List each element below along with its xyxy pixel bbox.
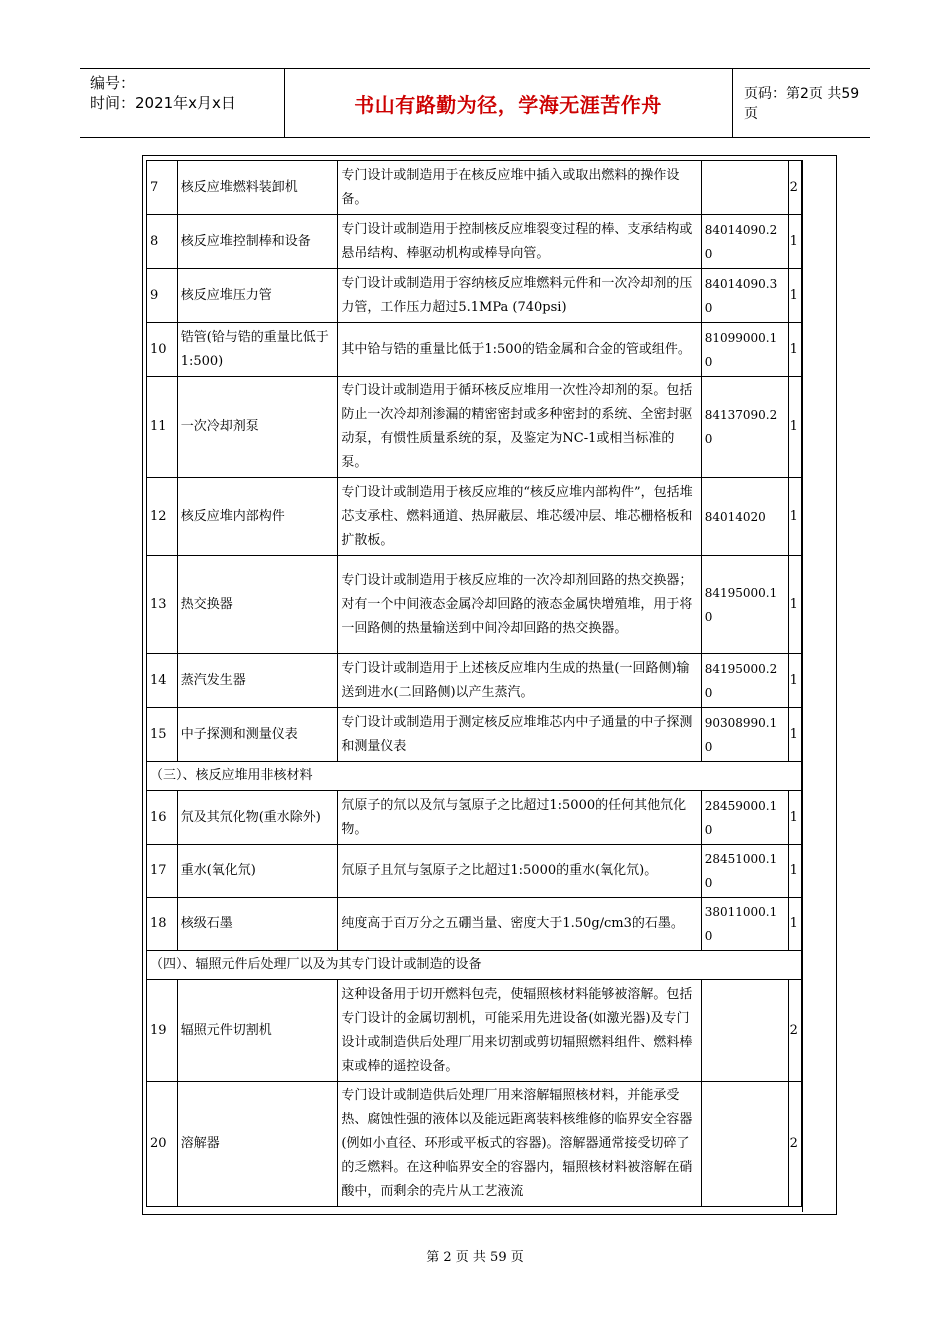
item-description: 专门设计或制造供后处理厂用来溶解辐照核材料，并能承受热、腐蚀性强的液体以及能远距离装料核维修的临界安全容器(例如小直径、环形或平板式的容器)。溶解器通常接受切碎了的乏燃料。在这种临界安全的容器内，辐照核材料被溶解在硝酸中，而剩余的壳片从工艺液流 bbox=[338, 1082, 701, 1207]
hs-code: 84014020 bbox=[701, 478, 788, 556]
header-meta bbox=[90, 73, 280, 113]
row-number: 7 bbox=[147, 161, 178, 215]
item-name: 辐照元件切割机 bbox=[177, 980, 338, 1082]
row-number: 19 bbox=[147, 980, 178, 1082]
item-description: 这种设备用于切开燃料包壳，使辐照核材料能够被溶解。包括专门设计的金属切割机，可能采用先进设备(如激光器)及专门设计或制造供后处理厂用来切割或剪切辐照燃料组件、燃料棒束或棒的遥控设备。 bbox=[338, 980, 701, 1082]
hs-code: 84014090.30 bbox=[701, 269, 788, 323]
row-number: 13 bbox=[147, 556, 178, 654]
item-description: 纯度高于百万分之五硼当量、密度大于1.50g/cm3的石墨。 bbox=[338, 898, 701, 951]
item-description: 专门设计或制造用于测定核反应堆堆芯内中子通量的中子探测和测量仪表 bbox=[338, 708, 701, 762]
item-description: 其中铪与锆的重量比低于1:500的锆金属和合金的管或组件。 bbox=[338, 323, 701, 377]
row-number: 8 bbox=[147, 215, 178, 269]
table-row bbox=[147, 161, 802, 215]
table-row bbox=[147, 898, 802, 951]
item-description: 专门设计或制造用于在核反应堆中插入或取出燃料的操作设备。 bbox=[338, 161, 701, 215]
section-row bbox=[147, 951, 802, 980]
row-number: 11 bbox=[147, 377, 178, 478]
item-name: 溶解器 bbox=[177, 1082, 338, 1207]
item-name: 中子探测和测量仪表 bbox=[177, 708, 338, 762]
header-page-info: 页码：第2页 共59页 bbox=[744, 86, 860, 122]
category: 1 bbox=[788, 898, 801, 951]
table-row bbox=[147, 478, 802, 556]
hs-code: 84195000.20 bbox=[701, 654, 788, 708]
item-name: 蒸汽发生器 bbox=[177, 654, 338, 708]
item-description: 专门设计或制造用于上述核反应堆内生成的热量(一回路侧)输送到进水(二回路侧)以产生蒸汽。 bbox=[338, 654, 701, 708]
page-footer: 第 2 页 共 59 页 bbox=[426, 1250, 524, 1265]
category: 1 bbox=[788, 845, 801, 898]
category: 2 bbox=[788, 980, 801, 1082]
table-row bbox=[147, 791, 802, 845]
section-row bbox=[147, 762, 802, 791]
table-row bbox=[147, 215, 802, 269]
table-row bbox=[147, 269, 802, 323]
number-label: 编号： bbox=[90, 74, 136, 92]
category: 1 bbox=[788, 708, 801, 762]
row-number: 9 bbox=[147, 269, 178, 323]
category: 1 bbox=[788, 323, 801, 377]
item-description: 专门设计或制造用于核反应堆的一次冷却剂回路的热交换器；对有一个中间液态金属冷却回路的液态金属快增殖堆，用于将一回路侧的热量输送到中间冷却回路的热交换器。 bbox=[338, 556, 701, 654]
item-description: 专门设计或制造用于控制核反应堆裂变过程的棒、支承结构或悬吊结构、棒驱动机构或棒导向管。 bbox=[338, 215, 701, 269]
time-label: 时间：2021年x月x日 bbox=[90, 94, 236, 112]
table-row bbox=[147, 980, 802, 1082]
header-motto: 书山有路勤为径，学海无涯苦作舟 bbox=[354, 92, 662, 117]
section-title: （四）、辐照元件后处理厂以及为其专门设计或制造的设备 bbox=[147, 951, 802, 980]
hs-code: 90308990.10 bbox=[701, 708, 788, 762]
hs-code: 28451000.10 bbox=[701, 845, 788, 898]
hs-code bbox=[701, 161, 788, 215]
item-name: 一次冷却剂泵 bbox=[177, 377, 338, 478]
row-number: 14 bbox=[147, 654, 178, 708]
item-name: 核反应堆压力管 bbox=[177, 269, 338, 323]
item-name: 核反应堆内部构件 bbox=[177, 478, 338, 556]
row-number: 20 bbox=[147, 1082, 178, 1207]
row-number: 18 bbox=[147, 898, 178, 951]
item-description: 专门设计或制造用于循环核反应堆用一次性冷却剂的泵。包括防止一次冷却剂渗漏的精密密封或多种密封的系统、全密封驱动泵，有惯性质量系统的泵，及鉴定为NC-1或相当标准的泵。 bbox=[338, 377, 701, 478]
hs-code bbox=[701, 1082, 788, 1207]
item-name: 核反应堆控制棒和设备 bbox=[177, 215, 338, 269]
item-description: 氘原子的氘以及氘与氢原子之比超过1:5000的任何其他氘化物。 bbox=[338, 791, 701, 845]
category: 1 bbox=[788, 478, 801, 556]
item-description: 氘原子且氘与氢原子之比超过1:5000的重水(氧化氘)。 bbox=[338, 845, 701, 898]
category: 1 bbox=[788, 377, 801, 478]
row-number: 16 bbox=[147, 791, 178, 845]
category: 1 bbox=[788, 791, 801, 845]
item-name: 氘及其氘化物(重水除外) bbox=[177, 791, 338, 845]
table-row bbox=[147, 654, 802, 708]
section-title: （三）、核反应堆用非核材料 bbox=[147, 762, 802, 791]
frame-line bbox=[802, 160, 803, 1212]
page-header bbox=[80, 68, 870, 138]
item-name: 锆管(铪与锆的重量比低于1:500) bbox=[177, 323, 338, 377]
category: 1 bbox=[788, 269, 801, 323]
row-number: 12 bbox=[147, 478, 178, 556]
item-name: 核级石墨 bbox=[177, 898, 338, 951]
hs-code: 28459000.10 bbox=[701, 791, 788, 845]
category: 1 bbox=[788, 215, 801, 269]
item-description: 专门设计或制造用于核反应堆的“核反应堆内部构件”，包括堆芯支承柱、燃料通道、热屏蔽层、堆芯缓冲层、堆芯栅格板和扩散板。 bbox=[338, 478, 701, 556]
item-description: 专门设计或制造用于容纳核反应堆燃料元件和一次冷却剂的压力管，工作压力超过5.1MPa (740psi) bbox=[338, 269, 701, 323]
hs-code: 81099000.10 bbox=[701, 323, 788, 377]
header-divider bbox=[732, 69, 733, 137]
row-number: 15 bbox=[147, 708, 178, 762]
table-row bbox=[147, 845, 802, 898]
hs-code: 38011000.10 bbox=[701, 898, 788, 951]
table-row bbox=[147, 323, 802, 377]
table-row bbox=[147, 556, 802, 654]
category: 2 bbox=[788, 1082, 801, 1207]
category: 1 bbox=[788, 556, 801, 654]
item-name: 热交换器 bbox=[177, 556, 338, 654]
hs-code bbox=[701, 980, 788, 1082]
category: 2 bbox=[788, 161, 801, 215]
row-number: 17 bbox=[147, 845, 178, 898]
table-row bbox=[147, 708, 802, 762]
category: 1 bbox=[788, 654, 801, 708]
table-row bbox=[147, 377, 802, 478]
item-name: 重水(氧化氘) bbox=[177, 845, 338, 898]
hs-code: 84014090.20 bbox=[701, 215, 788, 269]
item-name: 核反应堆燃料装卸机 bbox=[177, 161, 338, 215]
export-control-table bbox=[146, 160, 802, 1207]
hs-code: 84137090.20 bbox=[701, 377, 788, 478]
hs-code: 84195000.10 bbox=[701, 556, 788, 654]
table-row bbox=[147, 1082, 802, 1207]
row-number: 10 bbox=[147, 323, 178, 377]
